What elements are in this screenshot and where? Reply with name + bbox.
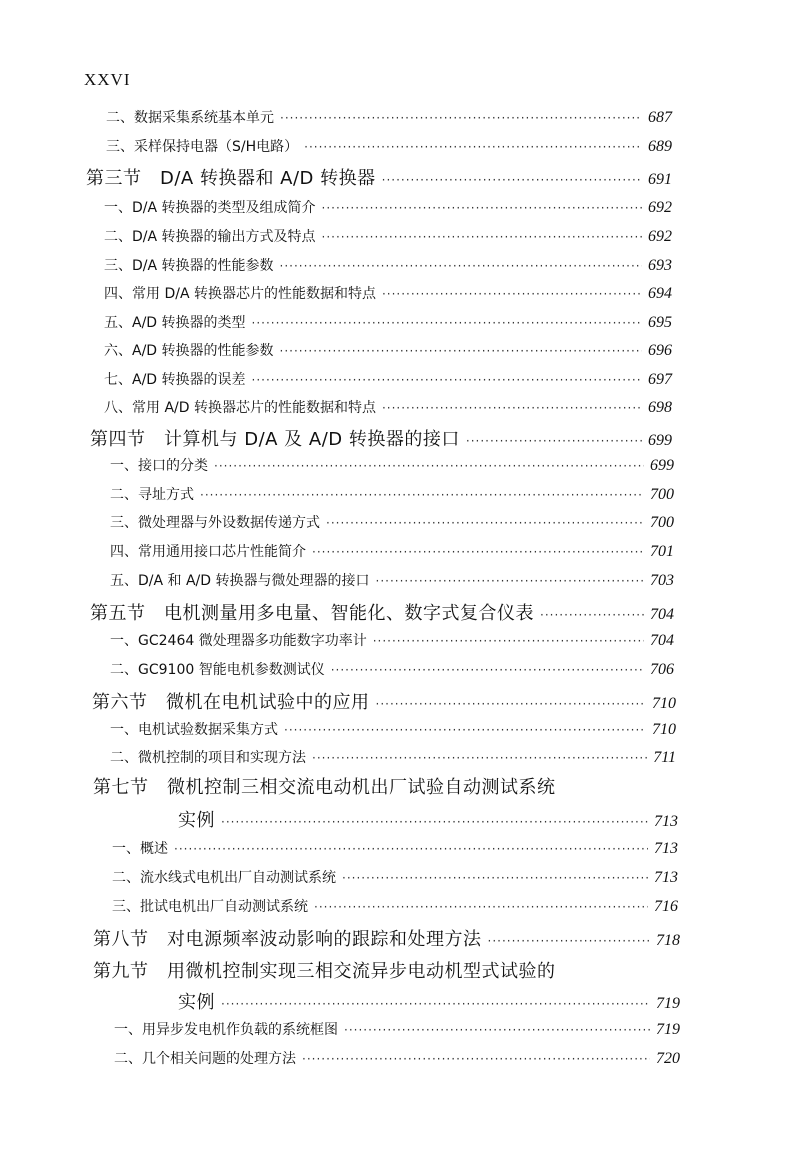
toc-section-page: 704 (650, 606, 674, 623)
toc-entry-page: 711 (653, 749, 676, 766)
leader-dots (382, 173, 642, 187)
leader-dots (280, 259, 642, 273)
toc-entry-page: 697 (648, 371, 672, 388)
toc-entry-label: 一、用异步发电机作负载的系统框图 (114, 1022, 338, 1038)
toc-entry-page: 713 (654, 869, 678, 886)
leader-dots (322, 201, 642, 215)
toc-section-label-cont: 实例 (178, 810, 215, 831)
leader-dots (174, 842, 648, 856)
leader-dots (488, 934, 651, 948)
leader-dots (214, 459, 644, 473)
leader-dots (322, 230, 642, 244)
toc-section-label: 第五节 电机测量用多电量、智能化、数字式复合仪表 (90, 603, 534, 624)
toc-entry (110, 570, 674, 590)
toc-entry-page: 692 (648, 199, 672, 216)
toc-entry-label: 二、GC9100 智能电机参数测试仪 (110, 662, 325, 678)
toc-entry-page: 693 (648, 257, 672, 274)
toc-entry-label: 三、采样保持电器（S/H电路） (106, 139, 299, 155)
toc-entry-page: 696 (648, 342, 672, 359)
leader-dots (382, 401, 642, 415)
toc-entry-label: 三、微处理器与外设数据传递方式 (110, 515, 320, 531)
toc-entry-page: 689 (648, 138, 672, 155)
toc-entry (104, 226, 672, 246)
toc-entry-label: 三、批试电机出厂自动测试系统 (112, 899, 308, 915)
toc-section (92, 688, 676, 714)
toc-entry-label: 五、A/D 转换器的类型 (104, 315, 246, 331)
toc-entry-label: 二、微机控制的项目和实现方法 (110, 750, 306, 766)
toc-entry-label: 二、流水线式电机出厂自动测试系统 (112, 870, 336, 886)
toc-entry (110, 484, 674, 504)
toc-section-page: 719 (656, 995, 680, 1012)
toc-section-page: 699 (648, 432, 672, 449)
toc-entry (104, 197, 672, 217)
toc-entry (112, 896, 678, 916)
toc-section (90, 599, 674, 625)
toc-entry-page: 687 (648, 109, 672, 126)
toc-section (178, 806, 678, 832)
toc-section-page: 710 (652, 695, 676, 712)
toc-section (90, 425, 672, 451)
leader-dots (304, 140, 642, 154)
toc-section (86, 164, 672, 190)
leader-dots (252, 373, 642, 387)
toc-entry-page: 694 (648, 285, 672, 302)
toc-section-label: 第六节 微机在电机试验中的应用 (92, 692, 370, 713)
toc-entry-page: 716 (654, 898, 678, 915)
toc-entry (104, 340, 672, 360)
toc-entry-page: 719 (656, 1021, 680, 1038)
toc-entry-page: 701 (650, 543, 674, 560)
toc-entry-page: 699 (650, 457, 674, 474)
toc-section-page: 691 (648, 171, 672, 188)
toc-entry-label: 八、常用 A/D 转换器芯片的性能数据和特点 (104, 400, 376, 416)
toc-section (178, 988, 680, 1014)
toc-section-page: 718 (656, 932, 680, 949)
leader-dots (280, 111, 642, 125)
toc-entry-page: 700 (650, 514, 674, 531)
leader-dots (221, 997, 650, 1011)
toc-entry (110, 512, 674, 532)
page-number: XXVI (84, 70, 131, 89)
toc-section-label-cont: 实例 (178, 992, 215, 1013)
toc-entry-page: 692 (648, 228, 672, 245)
toc-entry-label: 四、常用通用接口芯片性能简介 (110, 544, 306, 560)
toc-entry (104, 255, 672, 275)
toc-entry-page: 710 (652, 721, 676, 738)
toc-entry (104, 397, 672, 417)
leader-dots (540, 608, 644, 622)
toc-entry-label: 一、D/A 转换器的类型及组成简介 (104, 200, 316, 216)
leader-dots (326, 516, 644, 530)
toc-entry-page: 698 (648, 399, 672, 416)
toc-section (93, 925, 680, 951)
toc-entry (110, 719, 676, 739)
toc-entry (114, 1048, 680, 1068)
toc-entry-label: 六、A/D 转换器的性能参数 (104, 343, 274, 359)
toc-entry-page: 706 (650, 661, 674, 678)
toc-entry-label: 一、接口的分类 (110, 458, 208, 474)
toc-entry-label: 一、概述 (112, 841, 168, 857)
toc-entry (104, 312, 672, 332)
toc-entry (112, 867, 678, 887)
toc-entry (110, 455, 674, 475)
toc-entry (110, 659, 674, 679)
toc-entry-label: 一、电机试验数据采集方式 (110, 722, 278, 738)
toc-entry-label: 七、A/D 转换器的误差 (104, 372, 246, 388)
toc-entry-page: 713 (654, 840, 678, 857)
toc-section-label: 第九节 用微机控制实现三相交流异步电动机型式试验的 (93, 961, 556, 982)
toc-section-label: 第三节 D/A 转换器和 A/D 转换器 (86, 168, 376, 189)
leader-dots (376, 697, 647, 711)
toc-entry (110, 541, 674, 561)
toc-entry-label: 一、GC2464 微处理器多功能数字功率计 (110, 633, 367, 649)
toc-entry-label: 二、几个相关问题的处理方法 (114, 1051, 296, 1067)
leader-dots (200, 488, 644, 502)
leader-dots (466, 434, 642, 448)
leader-dots (382, 287, 642, 301)
leader-dots (280, 344, 642, 358)
toc-entry-page: 704 (650, 632, 674, 649)
leader-dots (221, 815, 648, 829)
toc-entry-label: 三、D/A 转换器的性能参数 (104, 258, 274, 274)
toc-entry (110, 747, 676, 767)
leader-dots (302, 1052, 650, 1066)
toc-entry-page: 703 (650, 572, 674, 589)
leader-dots (314, 900, 648, 914)
toc-section-page: 713 (654, 813, 678, 830)
toc-section-label: 第七节 微机控制三相交流电动机出厂试验自动测试系统 (93, 777, 556, 798)
toc-entry-label: 四、常用 D/A 转换器芯片的性能数据和特点 (104, 286, 376, 302)
toc-entry (104, 369, 672, 389)
leader-dots (284, 723, 646, 737)
toc-entry-page: 720 (656, 1050, 680, 1067)
toc-entry (112, 838, 678, 858)
leader-dots (376, 574, 645, 588)
toc-section-label: 第八节 对电源频率波动影响的跟踪和处理方法 (93, 929, 482, 950)
toc-section-label: 第四节 计算机与 D/A 及 A/D 转换器的接口 (90, 429, 460, 450)
toc-entry (106, 136, 672, 156)
toc-entry-label: 二、D/A 转换器的输出方式及特点 (104, 229, 316, 245)
toc-entry-page: 700 (650, 486, 674, 503)
toc-entry-label: 五、D/A 和 A/D 转换器与微处理器的接口 (110, 573, 370, 589)
toc-entry (110, 630, 674, 650)
leader-dots (344, 1023, 650, 1037)
toc-entry-label: 二、寻址方式 (110, 487, 194, 503)
toc-entry (114, 1019, 680, 1039)
leader-dots (331, 663, 644, 677)
leader-dots (373, 634, 644, 648)
leader-dots (342, 871, 648, 885)
toc-entry-label: 二、数据采集系统基本单元 (106, 110, 274, 126)
toc-entry-page: 695 (648, 314, 672, 331)
leader-dots (252, 316, 642, 330)
leader-dots (312, 545, 644, 559)
leader-dots (312, 751, 647, 765)
toc-entry (106, 107, 672, 127)
toc-entry (104, 283, 672, 303)
